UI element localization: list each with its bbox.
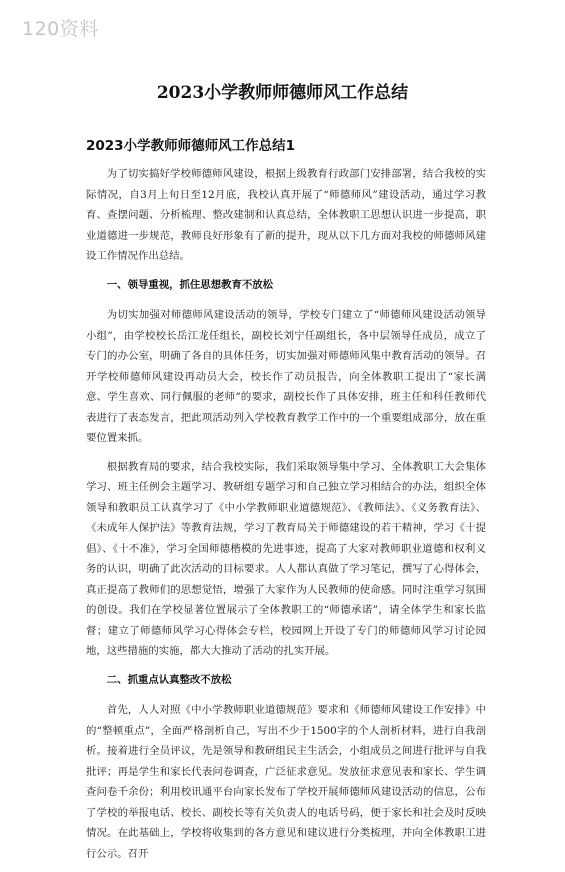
section-heading-2: 二、抓重点认真整改不放松: [106, 673, 232, 686]
body-paragraph-2: 根据教育局的要求，结合我校实际，我们采取领导集中学习、全体教职工大会集体学习、班主任例会主题学习、教研组专题学习和自己独立学习相结合的办法，组织全体领导和教职员工认真学习了《中小学教师职业道德规范》、《教师法》、《义务教育法》、《未成年人保护法》等教育法规，学习了教育局关于师德建设的若干精神，学习《十提倡》、《十不准》，学习全国师德楷模的先进事迹，提高了大家对教师职业道德和权利义务的认识，明确了此次活动的目标要求。人人都认真做了学习笔记，撰写了心得体会，真正提高了教师们的思想觉悟，增强了大家作为人民教师的使命感。同时注重学习氛围的创设。我们在学校显著位置展示了全体教职工的“师德承诺”，请全体学生和家长监督；建立了师德师风学习心得体会专栏，校园网上开设了专门的师德师风学习讨论园地，这些措施的实施，都大大推动了活动的扎实开展。: [86, 460, 486, 657]
body-paragraph-1: 为切实加强对师德师风建设活动的领导，学校专门建立了“师德师风建设活动领导小组”，由学校校长岳江龙任组长，副校长刘宁任副组长，各中层领导任成员，成立了专门的办公室，明确了各自的具体任务，切实加强对师德师风集中教育活动的领导。召开学校师德师风建设再动员大会，校长作了动员报告，向全体教职工提出了“家长满意、学生喜欢、同行佩服的老师”的要求，副校长作了具体安排，班主任和科任教师代表进行了表态发言，把此项活动列入学校教育教学工作中的一个重要组成部分，放在重要位置来抓。: [86, 309, 486, 444]
document-body: [86, 164, 486, 872]
intro-paragraph: 为了切实搞好学校师德师风建设，根据上级教育行政部门安排部署，结合我校的实际情况，自3月上旬日至12月底，我校认真开展了“师德师风”建设活动，通过学习教育、查摆问题、分析梳理、整改建制和认真总结，全体教职工思想认识进一步提高，职业道德进一步规范，教师良好形象有了新的提升，现从以下几方面对我校的师德师风建设工作情况作出总结。: [86, 168, 486, 262]
body-paragraph-3: 首先，人人对照《中小学教师职业道德规范》要求和《师德师风建设工作安排》中的“整顿重点”，全面严格剖析自己，写出不少于1500字的个人剖析材料，进行自我剖析。接着进行全员评议，先是领导和教研组民主生活会，小组成员之间进行批评与自我批评；再是学生和家长代表问卷调查，广泛征求意见。发放征求意见表和家长、学生调查问卷千余份；利用校讯通平台向家长发布了学校开展师德师风建设活动的信息，公布了学校的举报电话、校长、副校长等有关负责人的电话号码，便于家长和社会及时反映情况。在此基础上，学校将收集到的各方意见和建议进行分类梳理，并向全体教职工进行公示。召开: [86, 704, 486, 860]
section-title: 2023小学教师师德师风工作总结1: [86, 138, 295, 154]
section-heading-1: 一、领导重视，抓住思想教育不放松: [106, 278, 274, 291]
watermark-logo: 120资料: [22, 18, 99, 40]
document-title: 2023小学教师师德师风工作总结: [156, 83, 409, 103]
